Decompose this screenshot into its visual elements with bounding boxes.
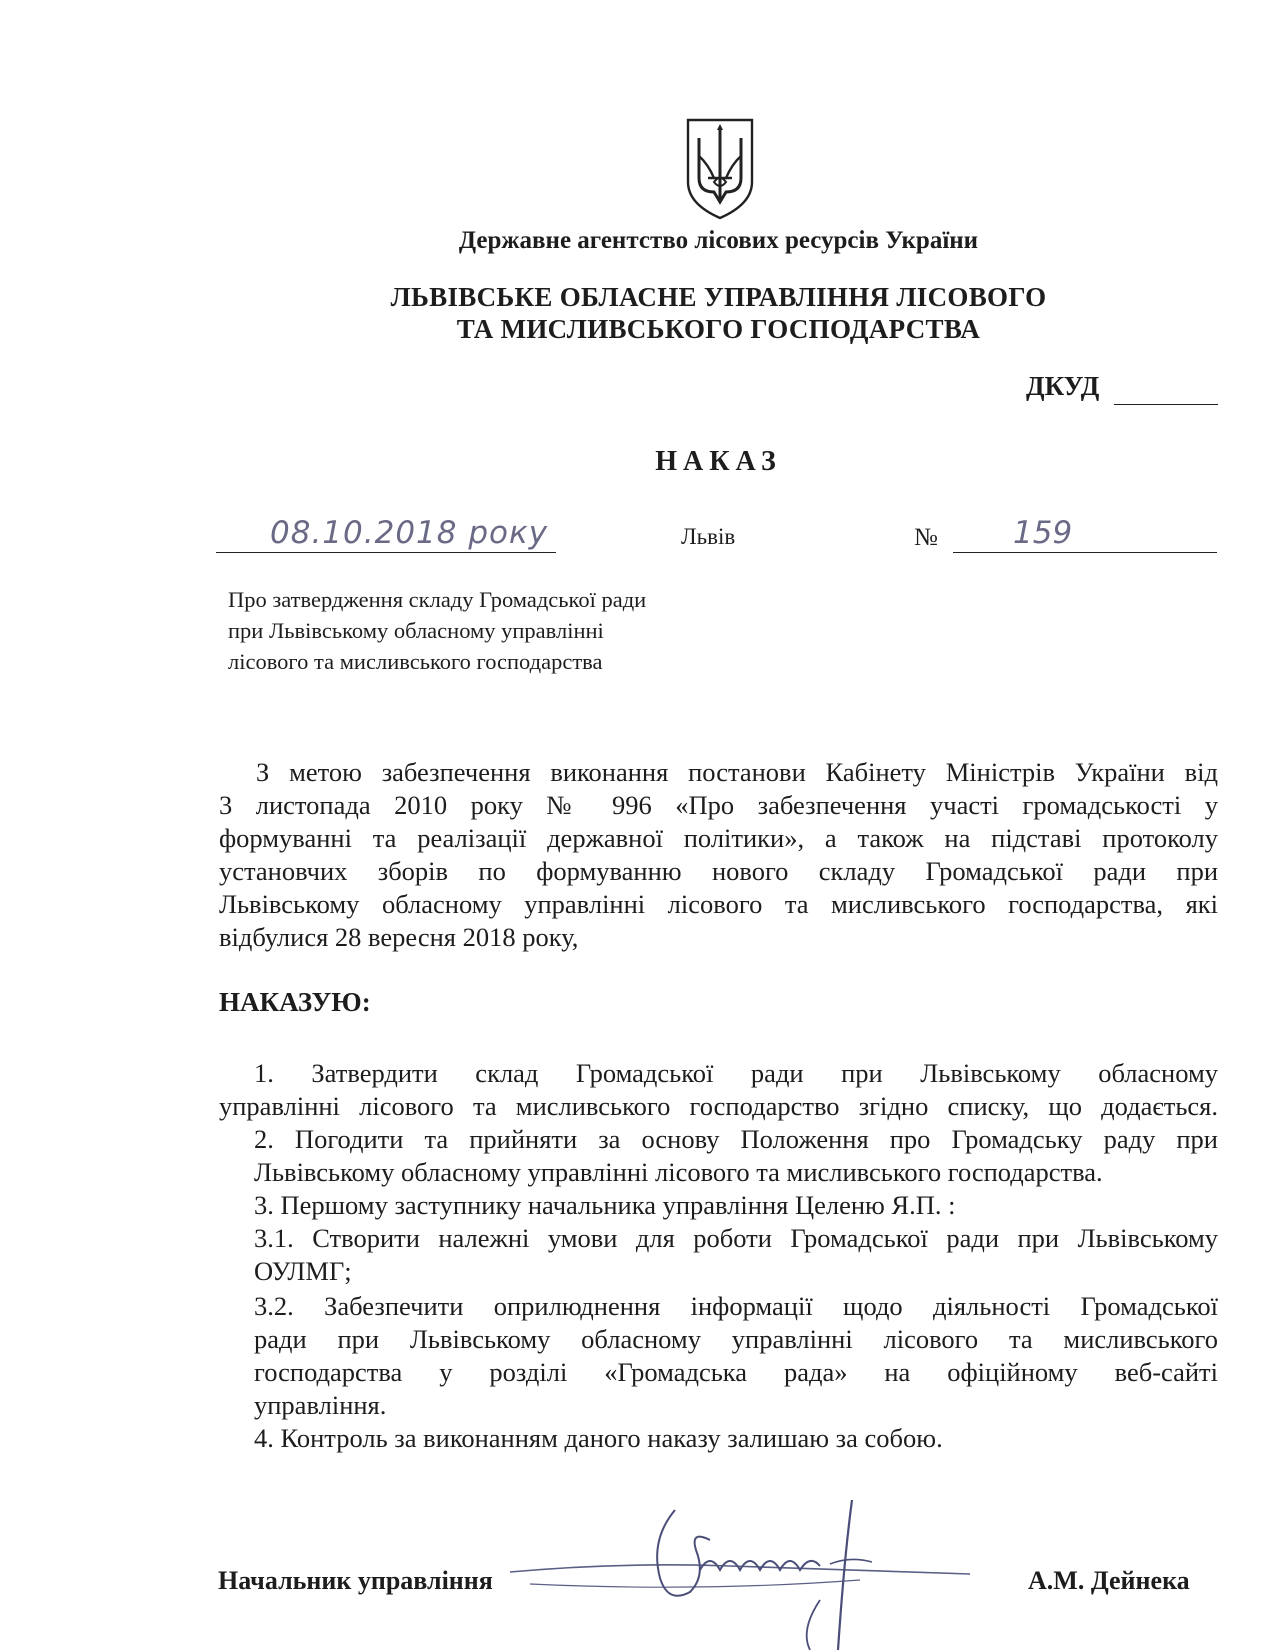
subject-line: Про затвердження складу Громадської ради <box>228 587 647 612</box>
administration-title-line2: ТА МИСЛИВСЬКОГО ГОСПОДАРСТВА <box>456 314 981 344</box>
signatory-title: Начальник управління <box>218 1566 493 1595</box>
dkud-label: ДКУД <box>1026 371 1100 401</box>
subject-line: лісового та мисливського господарства <box>228 649 603 674</box>
order-number: 159 <box>1013 515 1073 551</box>
intro-line: формуванні та реалізації державної політики», а також на підставі протоколу <box>219 823 1218 853</box>
intro-line: З метою забезпечення виконання постанови Кабінету Міністрів України від <box>256 757 1218 787</box>
order-city: Львів <box>681 524 736 549</box>
administration-title-line1: ЛЬВІВСЬКЕ ОБЛАСНЕ УПРАВЛІННЯ ЛІСОВОГО <box>390 282 1047 312</box>
date-underline <box>216 552 556 553</box>
order-item-line: Львівському обласному управлінні лісового та мисливського господарства. <box>254 1157 1103 1187</box>
order-item-line: 3. Першому заступнику начальника управління Целеню Я.П. : <box>254 1190 956 1220</box>
trident-icon <box>684 116 756 220</box>
intro-line: 3 листопада 2010 року № 996 «Про забезпечення участі громадськості у <box>219 790 1218 820</box>
number-underline <box>953 552 1217 553</box>
signatory-name: А.М. Дейнека <box>1028 1566 1190 1595</box>
order-title: НАКАЗ <box>655 446 782 477</box>
order-item-line: 2. Погодити та прийняти за основу Положення про Громадську раду при <box>254 1124 1218 1154</box>
intro-line: відбулися 28 вересня 2018 року, <box>219 922 579 952</box>
number-sign: № <box>914 524 938 551</box>
subject-line: при Львівському обласному управлінні <box>228 618 604 643</box>
dkud-blank-line <box>1114 404 1218 405</box>
intro-line: Львівському обласному управлінні лісового та мисливського господарства, які <box>219 889 1218 919</box>
order-item-line: 3.2. Забезпечити оприлюднення інформації щодо діяльності Громадської <box>254 1291 1218 1321</box>
decree-label: НАКАЗУЮ: <box>219 987 371 1017</box>
order-item-line: 4. Контроль за виконанням даного наказу залишаю за собою. <box>254 1423 943 1453</box>
intro-line: установчих зборів по формуванню нового складу Громадської ради при <box>219 856 1218 886</box>
agency-name: Державне агентство лісових ресурсів України <box>458 227 979 254</box>
order-item-line: ОУЛМГ; <box>254 1256 352 1286</box>
handwritten-signature <box>500 1500 1000 1650</box>
order-item-line: управлінні лісового та мисливського господарство згідно списку, що додається. <box>219 1091 1218 1121</box>
order-item-line: господарства у розділі «Громадська рада» на офіційному веб-сайті <box>254 1357 1218 1387</box>
order-item-line: ради при Львівському обласному управлінні лісового та мисливського <box>254 1324 1218 1354</box>
order-item-line: управління. <box>254 1390 387 1420</box>
order-item-line: 1. Затвердити склад Громадської ради при Львівському обласному <box>254 1058 1218 1088</box>
order-item-line: 3.1. Створити належні умови для роботи Громадської ради при Львівському <box>254 1223 1218 1253</box>
order-date: 08.10.2018 року <box>270 515 549 551</box>
